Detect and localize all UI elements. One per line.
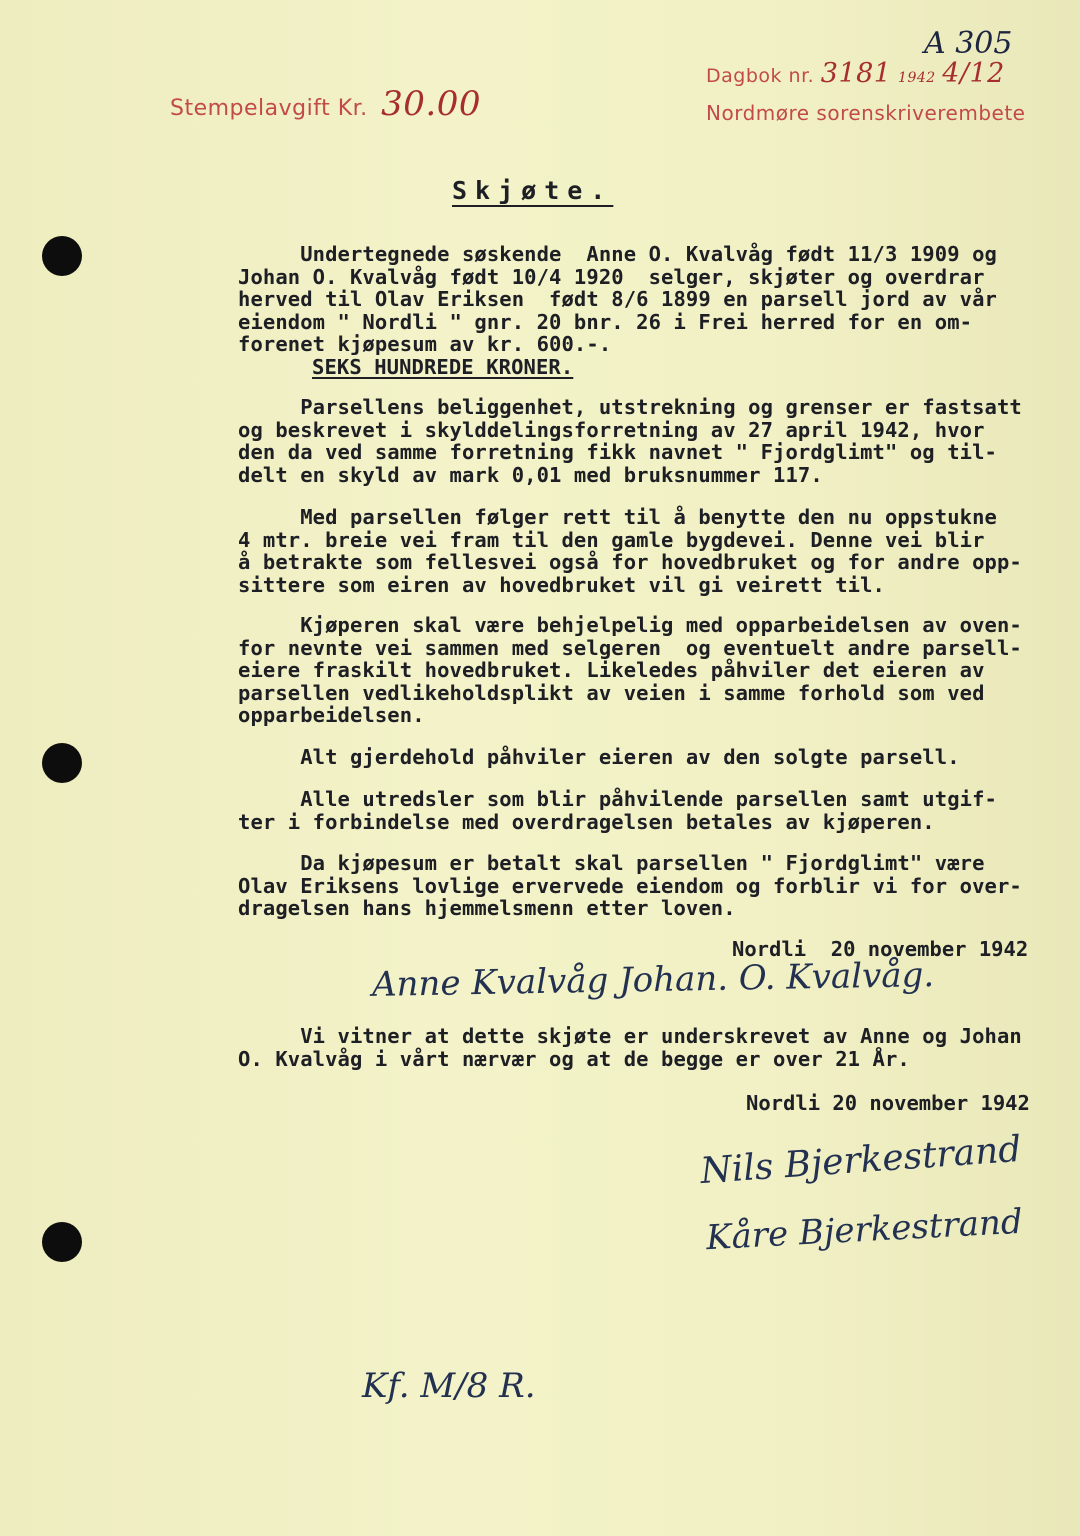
text-line: Da kjøpesum er betalt skal parsellen " Fjordglimt" være bbox=[238, 851, 985, 875]
text-line: sittere som eiren av hovedbruket vil gi veirett til. bbox=[238, 572, 885, 597]
text-line: O. Kvalvåg i vårt nærvær og at de begge er over 21 År. bbox=[238, 1046, 910, 1071]
dagbok-label: Dagbok nr. bbox=[706, 65, 815, 87]
text-line: Kjøperen skal være behjelpelig med opparbeidelsen av oven- bbox=[238, 613, 1022, 637]
paragraph-6 bbox=[238, 788, 1038, 833]
text-line: Alt gjerdehold påhviler eieren av den solgte parsell. bbox=[238, 745, 960, 769]
text-line: for nevnte vei sammen med selgeren og eventuelt andre parsell- bbox=[238, 635, 1022, 660]
text-line: Vi vitner at dette skjøte er underskrevet av Anne og Johan bbox=[238, 1024, 1022, 1048]
page-mark: A 305 bbox=[924, 26, 1013, 61]
paragraph-1 bbox=[238, 243, 1038, 378]
paragraph-4 bbox=[238, 614, 1038, 727]
stamp-fee-label: Stempelavgift Kr. bbox=[170, 96, 368, 121]
punch-hole bbox=[42, 743, 82, 783]
punch-hole bbox=[42, 236, 82, 276]
text-line: opparbeidelsen. bbox=[238, 703, 425, 727]
text-line: parsellen vedlikeholdsplikt av veien i samme forhold som ved bbox=[238, 680, 985, 705]
dagbok-date: 4/12 bbox=[942, 58, 1005, 89]
paragraph-5 bbox=[238, 746, 1038, 769]
text-line: ter i forbindelse med overdragelsen betales av kjøperen. bbox=[238, 809, 935, 834]
office-stamp: Nordmøre sorenskriverembete bbox=[706, 101, 1026, 125]
text-line: og beskrevet i skylddelingsforretning av 27 april 1942, hvor bbox=[238, 417, 985, 442]
document-title: Skjøte. bbox=[452, 176, 614, 205]
place-date-sellers: Nordli 20 november 1942 bbox=[732, 937, 1029, 961]
footer-note: Kf. M/8 R. bbox=[362, 1366, 536, 1406]
text-line: 4 mtr. breie vei fram til den gamle bygdevei. Denne vei blir bbox=[238, 527, 985, 552]
paragraph-3 bbox=[238, 506, 1038, 596]
text-line: å betrakte som fellesvei også for hovedbruket og for andre opp- bbox=[238, 550, 1022, 574]
text-line: Undertegnede søskende Anne O. Kvalvåg født 11/3 1909 og bbox=[238, 242, 997, 266]
text-line: delt en skyld av mark 0,01 med bruksnummer 117. bbox=[238, 462, 823, 487]
text-line: den da ved samme forretning fikk navnet " Fjordglimt" og til- bbox=[238, 440, 997, 464]
dagbok-number: 3181 bbox=[820, 58, 892, 89]
text-line: Parsellens beliggenhet, utstrekning og grenser er fastsatt bbox=[238, 395, 1022, 419]
text-line: Med parsellen følger rett til å benytte den nu oppstukne bbox=[238, 505, 997, 529]
dagbok-stamp bbox=[706, 58, 1005, 89]
text-line: forenet kjøpesum av kr. 600.-. bbox=[238, 332, 612, 356]
seller-signatures: Anne Kvalvåg Johan. O. Kvalvåg. bbox=[371, 955, 935, 1005]
paragraph-2 bbox=[238, 396, 1038, 486]
text-line: Johan O. Kvalvåg født 10/4 1920 selger, skjøter og overdrar bbox=[238, 264, 985, 289]
witness-statement bbox=[238, 1025, 1038, 1070]
text-line: eiere fraskilt hovedbruket. Likeledes påhviler det eieren av bbox=[238, 658, 985, 682]
stamp-fee bbox=[170, 84, 481, 124]
text-line: Olav Eriksens lovlige ervervede eiendom og forblir vi for over- bbox=[238, 873, 1022, 898]
amount-in-words: SEKS HUNDREDE KRONER. bbox=[312, 354, 574, 379]
punch-hole bbox=[42, 1222, 82, 1262]
witness-signature-2: Kåre Bjerkestrand bbox=[705, 1201, 1024, 1259]
place-date-witnesses: Nordli 20 november 1942 bbox=[746, 1091, 1030, 1115]
text-line: Alle utredsler som blir påhvilende parsellen samt utgif- bbox=[238, 787, 997, 811]
paragraph-7 bbox=[238, 852, 1038, 920]
text-line: eiendom " Nordli " gnr. 20 bnr. 26 i Frei herred for en om- bbox=[238, 309, 973, 334]
text-line: herved til Olav Eriksen født 8/6 1899 en parsell jord av vår bbox=[238, 287, 997, 311]
dagbok-year: 1942 bbox=[898, 70, 936, 86]
witness-signature-1: Nils Bjerkestrand bbox=[698, 1128, 1023, 1193]
text-line: dragelsen hans hjemmelsmenn etter loven. bbox=[238, 896, 736, 920]
stamp-fee-value: 30.00 bbox=[381, 84, 482, 124]
